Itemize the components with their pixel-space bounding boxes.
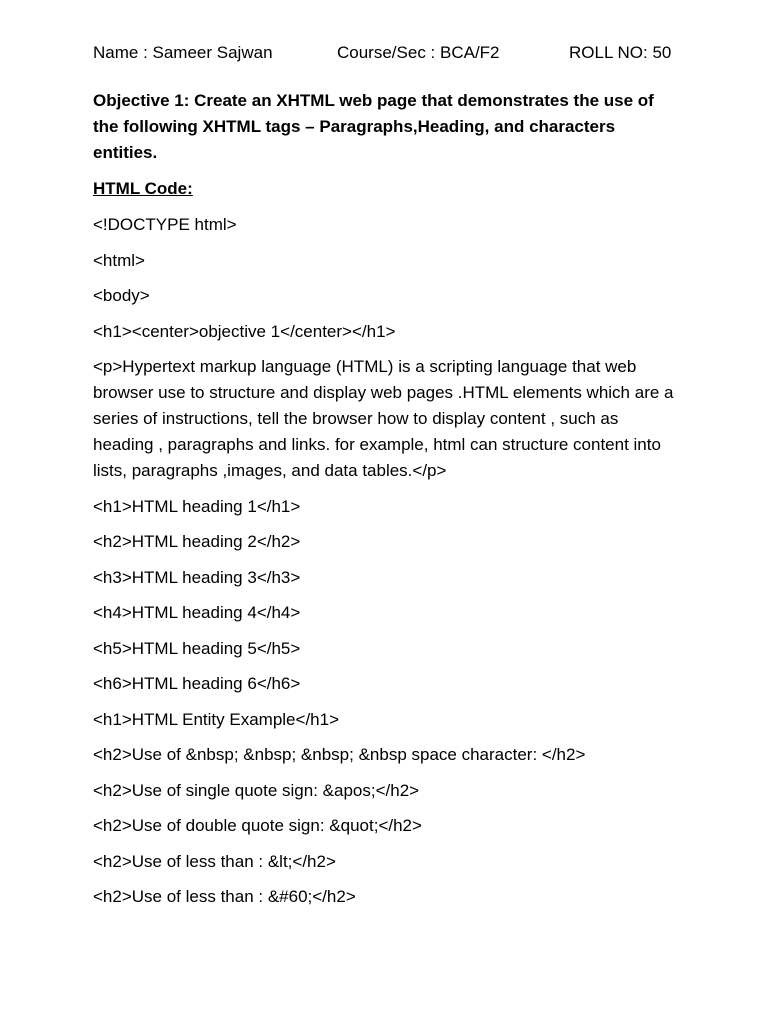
code-line: <h1>HTML heading 1</h1>	[93, 496, 301, 516]
code-line: <h2>HTML heading 2</h2>	[93, 532, 301, 551]
document-page	[93, 43, 693, 920]
course-section: Course/Sec : BCA/F2	[337, 43, 500, 62]
code-line: <html>	[93, 250, 145, 270]
code-section-heading: HTML Code:	[93, 179, 193, 198]
student-info-header	[93, 43, 693, 69]
code-line: <h2>Use of &nbsp; &nbsp; &nbsp; &nbsp space character: </h2>	[93, 745, 586, 764]
code-line: <h2>Use of less than : &lt;</h2>	[93, 851, 336, 871]
roll-number: ROLL NO: 50	[569, 43, 672, 62]
code-listing	[93, 212, 693, 910]
code-line: <h5>HTML heading 5</h5>	[93, 638, 301, 658]
code-line: <body>	[93, 286, 150, 305]
student-name: Name : Sameer Sajwan	[93, 43, 273, 62]
code-line: <h2>Use of less than : &#60;</h2>	[93, 887, 356, 906]
code-line: <h3>HTML heading 3</h3>	[93, 567, 301, 587]
code-line: <h2>Use of double quote sign: &quot;</h2>	[93, 816, 422, 835]
code-line: <h6>HTML heading 6</h6>	[93, 674, 301, 693]
objective-statement: Objective 1: Create an XHTML web page that demonstrates the use of the following XHTML tags – Paragraphs,Heading, and characters entities.	[93, 91, 654, 162]
code-paragraph: <p>Hypertext markup language (HTML) is a scripting language that web browser use to structure and display web pages .HTML elements which are a series of instructions, tell the browser how to display content , such as heading , paragraphs and links. for example, html can structure content into lists, paragraphs ,images, and data tables.</p>	[93, 357, 679, 480]
code-line: <h2>Use of single quote sign: &apos;</h2>	[93, 780, 420, 800]
code-line: <h1>HTML Entity Example</h1>	[93, 709, 340, 729]
code-line: <!DOCTYPE html>	[93, 215, 237, 234]
code-line: <h4>HTML heading 4</h4>	[93, 603, 301, 622]
code-line: <h1><center>objective 1</center></h1>	[93, 321, 396, 341]
